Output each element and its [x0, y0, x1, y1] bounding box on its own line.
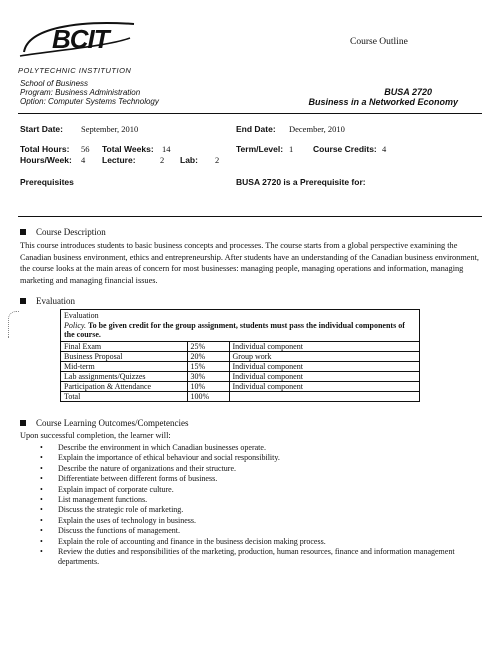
evaluation-policy — [64, 321, 416, 340]
list-item: • Explain the uses of technology in business. — [40, 516, 480, 526]
eval-percent: 20% — [187, 351, 229, 361]
eval-item: Lab assignments/Quizzes — [61, 371, 187, 381]
eval-percent: 25% — [187, 341, 229, 351]
course-credits-value: 4 — [382, 144, 387, 154]
list-item: • Explain impact of corporate culture. — [40, 485, 480, 495]
eval-type: Individual component — [229, 381, 419, 391]
term-level-label: Term/Level: — [236, 144, 284, 154]
list-item: • Explain the importance of ethical behaviour and social responsibility. — [40, 453, 480, 463]
evaluation-table — [61, 341, 419, 401]
table-row — [61, 391, 419, 401]
total-weeks-value: 14 — [162, 144, 171, 154]
end-date-value: December, 2010 — [289, 124, 345, 134]
course-description-title: Course Description — [36, 227, 106, 237]
margin-mark — [8, 311, 19, 338]
eval-item: Participation & Attendance — [61, 381, 187, 391]
header-divider — [18, 113, 482, 114]
total-weeks-label: Total Weeks: — [102, 144, 154, 154]
program-name: Program: Business Administration — [20, 88, 141, 97]
table-row — [61, 371, 419, 381]
evaluation-box-header — [61, 310, 419, 341]
evaluation-box — [60, 309, 420, 402]
list-item: • Differentiate between different forms of business. — [40, 474, 480, 484]
eval-type: Individual component — [229, 341, 419, 351]
lab-value: 2 — [215, 155, 220, 165]
lab-label: Lab: — [180, 155, 198, 165]
course-description-text: This course introduces students to basic business concepts and processes. The course starts from a global perspective examining the Canadian business environment, ethics and entrepreneurship. After students have an understanding of the Canadian business environment, the course looks at the main areas of concern for most businesses: managing people, managing operations and information, managing marketing and managing financial issues. — [20, 241, 479, 285]
term-level-value: 1 — [289, 144, 294, 154]
institution-tagline: POLYTECHNIC INSTITUTION — [18, 66, 132, 75]
list-item: • Discuss the functions of management. — [40, 526, 480, 536]
lecture-label: Lecture: — [102, 155, 136, 165]
option-name: Option: Computer Systems Technology — [20, 97, 159, 106]
outcomes-intro: Upon successful completion, the learner will: — [20, 431, 171, 440]
list-item: • Describe the environment in which Canadian businesses operate. — [40, 443, 480, 453]
course-title: Business in a Networked Economy — [308, 97, 458, 107]
course-code: BUSA 2720 — [384, 87, 432, 97]
eval-item: Business Proposal — [61, 351, 187, 361]
eval-item: Final Exam — [61, 341, 187, 351]
school-block — [20, 79, 159, 106]
eval-percent: 30% — [187, 371, 229, 381]
outcomes-title: Course Learning Outcomes/Competencies — [36, 418, 189, 428]
hours-week-label: Hours/Week: — [20, 155, 72, 165]
prerequisite-for-label: BUSA 2720 is a Prerequisite for: — [236, 177, 366, 187]
evaluation-box-title: Evaluation — [64, 311, 99, 320]
list-item: • Explain the role of accounting and finance in the business decision making process. — [40, 537, 480, 547]
info-divider — [18, 216, 482, 217]
school-name: School of Business — [20, 79, 89, 88]
total-hours-label: Total Hours: — [20, 144, 70, 154]
list-item: • Review the duties and responsibilities of the marketing, production, human resources, finance and information management departments. — [40, 547, 480, 568]
eval-item: Mid-term — [61, 361, 187, 371]
total-hours-value: 56 — [81, 144, 90, 154]
list-item: • Discuss the strategic role of marketing. — [40, 505, 480, 515]
section-bullet-icon — [20, 420, 26, 426]
evaluation-heading — [20, 296, 75, 306]
table-row — [61, 351, 419, 361]
outcomes-list — [40, 443, 480, 568]
start-date-value: September, 2010 — [81, 124, 139, 134]
section-bullet-icon — [20, 298, 26, 304]
eval-percent: 10% — [187, 381, 229, 391]
eval-type: Individual component — [229, 371, 419, 381]
lecture-value: 2 — [160, 155, 165, 165]
evaluation-title: Evaluation — [36, 296, 75, 306]
table-row — [61, 361, 419, 371]
policy-label: Policy. — [64, 320, 86, 330]
policy-text: To be given credit for the group assignment, students must pass the individual components of the course. — [64, 320, 405, 339]
eval-type: Individual component — [229, 361, 419, 371]
table-row — [61, 381, 419, 391]
eval-type: Group work — [229, 351, 419, 361]
course-credits-label: Course Credits: — [313, 144, 377, 154]
outcomes-heading — [20, 418, 188, 428]
section-bullet-icon — [20, 229, 26, 235]
eval-type — [229, 391, 419, 401]
document-type: Course Outline — [350, 37, 408, 47]
prerequisites-label: Prerequisites — [20, 177, 74, 187]
end-date-label: End Date: — [236, 124, 276, 134]
start-date-row — [20, 124, 63, 134]
start-date-label: Start Date: — [20, 124, 63, 134]
hours-week-value: 4 — [81, 155, 86, 165]
list-item: • Describe the nature of organizations and their structure. — [40, 464, 480, 474]
eval-percent: 15% — [187, 361, 229, 371]
course-description-heading — [20, 227, 106, 237]
bcit-logo-text: BCIT — [52, 24, 109, 54]
table-row — [61, 341, 419, 351]
eval-percent: 100% — [187, 391, 229, 401]
eval-item: Total — [61, 391, 187, 401]
list-item: • List management functions. — [40, 495, 480, 505]
